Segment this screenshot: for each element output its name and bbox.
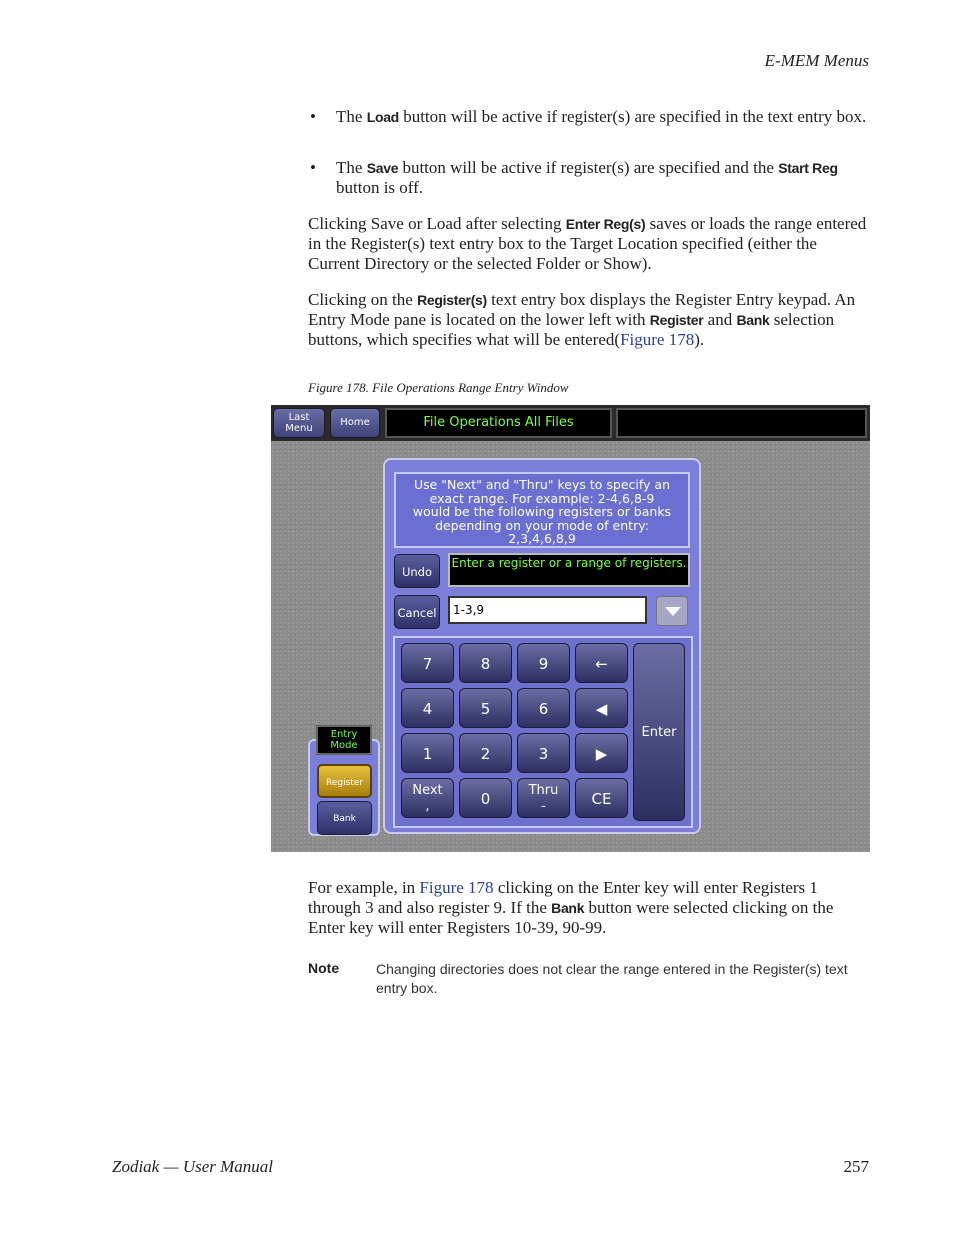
chevron-down-icon: [665, 607, 681, 616]
instructions-box: Use "Next" and "Thru" keys to specify an exact range. For example: 2-4,6,8-9 would be the following registers or banks depending on your mode of entry: 2,3,4,6,8,9: [394, 472, 690, 548]
note-text: Changing directories does not clear the range entered in the Register(s) text entry box.: [376, 961, 848, 996]
running-header: E-MEM Menus: [764, 51, 869, 70]
key-9[interactable]: 9: [517, 643, 570, 683]
register-entry-input[interactable]: 1-3,9: [448, 596, 647, 624]
footer-title: Zodiak — User Manual: [112, 1157, 274, 1176]
cancel-button[interactable]: Cancel: [394, 595, 440, 629]
backspace-key[interactable]: [575, 643, 628, 683]
keyword-registers: Register(s): [417, 292, 487, 308]
entry-mode-label: Entry Mode: [316, 725, 372, 755]
next-key[interactable]: Next ,: [401, 778, 454, 818]
bullet-dot: •: [310, 158, 316, 177]
dropdown-button[interactable]: [656, 596, 688, 626]
key-3[interactable]: 3: [517, 733, 570, 773]
register-entry-panel: [383, 458, 701, 834]
top-bar: [271, 405, 870, 441]
arrow-right-icon: ▶: [595, 745, 608, 763]
undo-button[interactable]: Undo: [394, 554, 440, 588]
key-6[interactable]: 6: [517, 688, 570, 728]
arrow-left-icon: ◀: [595, 700, 608, 718]
keypad: [393, 636, 693, 828]
thru-key[interactable]: Thru -: [517, 778, 570, 818]
entry-prompt: Enter a register or a range of registers.: [448, 553, 690, 587]
page-number: 257: [843, 1157, 869, 1176]
key-4[interactable]: 4: [401, 688, 454, 728]
last-menu-button[interactable]: Last Menu: [273, 408, 325, 438]
clear-entry-key[interactable]: CE: [575, 778, 628, 818]
cursor-right-key[interactable]: [575, 733, 628, 773]
key-0[interactable]: 0: [459, 778, 512, 818]
key-7[interactable]: 7: [401, 643, 454, 683]
home-button[interactable]: Home: [330, 408, 380, 438]
figure-link[interactable]: Figure 178: [620, 330, 695, 349]
register-mode-button[interactable]: Register: [317, 764, 372, 798]
keyword-bank: Bank: [736, 312, 770, 328]
paragraph-save-load: Clicking Save or Load after selecting Enter Reg(s) saves or loads the range entered in the Register(s) text entry box to the Target Location specified (either the Current Directory or the selected Folder or Show).: [308, 214, 867, 273]
keyword-save: Save: [366, 160, 399, 176]
bullet-save: • The Save button will be active if register(s) are specified and the Start Reg button is off.: [310, 158, 838, 197]
bullet-load: • The Load button will be active if register(s) are specified in the text entry box.: [310, 107, 867, 126]
keyword-bank: Bank: [551, 900, 585, 916]
enter-key[interactable]: Enter: [633, 643, 685, 821]
paragraph-register-entry: Clicking on the Register(s) text entry box displays the Register Entry keypad. An Entry Mode pane is located on the lower left with Register and Bank selection buttons, which specifies what will be entered(Figure 178).: [308, 290, 856, 349]
backspace-icon: ←: [595, 655, 608, 673]
bank-mode-button[interactable]: Bank: [317, 801, 372, 835]
menu-title-field: File Operations All Files: [385, 408, 612, 438]
keyword-load: Load: [366, 109, 399, 125]
cursor-left-key[interactable]: [575, 688, 628, 728]
key-2[interactable]: 2: [459, 733, 512, 773]
figure-caption: Figure 178. File Operations Range Entry Window: [308, 380, 569, 395]
key-5[interactable]: 5: [459, 688, 512, 728]
file-operations-window: [271, 405, 870, 852]
key-8[interactable]: 8: [459, 643, 512, 683]
figure-link[interactable]: Figure 178: [419, 878, 494, 897]
keyword-register: Register: [649, 312, 704, 328]
paragraph-example: For example, in Figure 178 clicking on the Enter key will enter Registers 1 through 3 and also register 9. If the Bank button were selected clicking on the Enter key will enter Registers 10-39, 90-99.: [308, 878, 834, 937]
bullet-dot: •: [310, 107, 316, 126]
key-1[interactable]: 1: [401, 733, 454, 773]
keyword-enter-regs: Enter Reg(s): [565, 216, 646, 232]
blank-status-field: [616, 408, 867, 438]
note-label: Note: [308, 960, 340, 976]
keyword-start-reg: Start Reg: [778, 160, 838, 176]
